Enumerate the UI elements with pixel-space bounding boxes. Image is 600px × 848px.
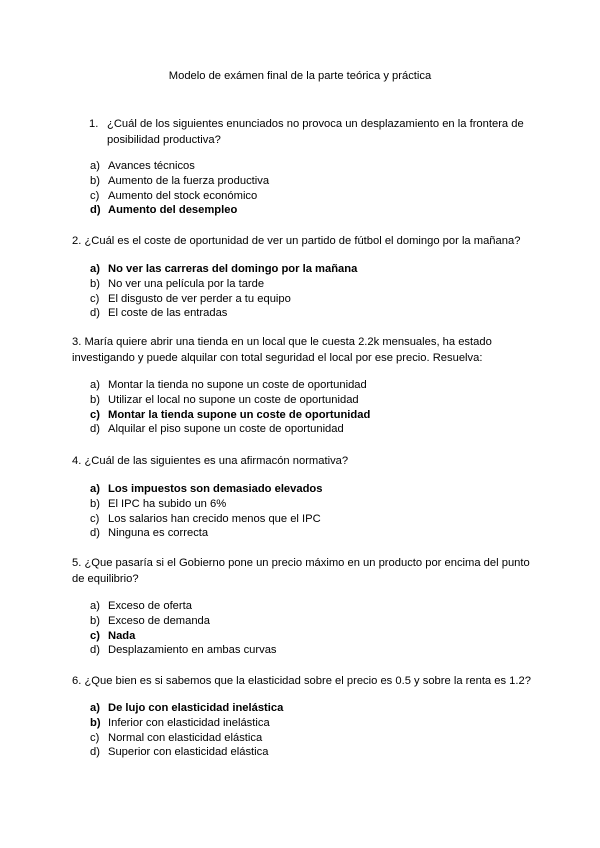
question-4-text: 4. ¿Cuál de las siguientes es una afirmacón normativa?: [72, 455, 349, 467]
option-text: Exceso de demanda: [108, 614, 210, 627]
option-text: De lujo con elasticidad inelástica: [108, 702, 284, 714]
option-text: No ver las carreras del domingo por la mañana: [108, 263, 358, 275]
option-letter: b): [90, 716, 101, 729]
question-3-options: [90, 378, 530, 437]
option-letter: b): [90, 277, 100, 290]
option-3b: [90, 393, 530, 408]
option-text: Montar la tienda supone un coste de oportunidad: [108, 408, 371, 421]
option-letter: d): [90, 204, 101, 217]
option-text: Aumento del desempleo: [108, 204, 238, 217]
option-letter: b): [90, 614, 100, 627]
question-1-options: [90, 159, 530, 218]
option-4b: [90, 497, 530, 512]
option-text: Aumento del stock económico: [108, 189, 258, 202]
option-letter: a): [90, 379, 100, 391]
option-text: Nada: [108, 629, 136, 642]
option-5b: [90, 614, 530, 629]
page-title: Modelo de exámen final de la parte teórica y práctica: [168, 70, 432, 82]
option-3d: [90, 422, 530, 437]
option-6c: [90, 731, 530, 746]
option-text: Desplazamiento en ambas curvas: [108, 644, 277, 657]
option-6a: [90, 701, 530, 716]
question-1-text: ¿Cuál de los siguientes enunciados no provoca un desplazamiento en la frontera de posibilidad productiva?: [107, 118, 524, 146]
option-6d: [90, 745, 530, 760]
option-1c: [90, 189, 530, 204]
option-2c: [90, 292, 530, 307]
option-6b: [90, 716, 530, 731]
option-text: No ver una película por la tarde: [108, 277, 265, 290]
option-5a: [90, 599, 530, 614]
option-text: Normal con elasticidad elástica: [108, 731, 263, 744]
question-1: [89, 116, 549, 148]
option-text: Utilizar el local no supone un coste de oportunidad: [108, 393, 359, 406]
option-text: Avances técnicos: [108, 160, 195, 172]
option-text: Inferior con elasticidad inelástica: [108, 716, 270, 729]
question-1-number: 1.: [89, 118, 99, 130]
option-5c: [90, 629, 530, 644]
option-2d: [90, 306, 530, 321]
option-1a: [90, 159, 530, 174]
option-4a: [90, 482, 530, 497]
option-text: Ninguna es correcta: [108, 527, 209, 540]
option-1d: [90, 203, 530, 218]
option-2a: [90, 262, 530, 277]
option-letter: c): [90, 731, 100, 744]
question-4-options: [90, 482, 530, 541]
option-letter: a): [90, 702, 100, 714]
option-text: El coste de las entradas: [108, 307, 228, 320]
option-text: El disgusto de ver perder a tu equipo: [108, 292, 291, 305]
option-letter: d): [90, 644, 100, 657]
option-letter: b): [90, 497, 100, 510]
question-2-text: 2. ¿Cuál es el coste de oportunidad de ver un partido de fútbol el domingo por la mañana?: [72, 235, 521, 247]
option-text: Superior con elasticidad elástica: [108, 746, 269, 759]
option-letter: d): [90, 527, 100, 540]
option-letter: b): [90, 174, 100, 187]
option-4d: [90, 526, 530, 541]
option-letter: a): [90, 483, 100, 495]
option-text: Los impuestos son demasiado elevados: [108, 483, 323, 495]
question-6-options: [90, 701, 530, 760]
option-1b: [90, 174, 530, 189]
option-text: Montar la tienda no supone un coste de oportunidad: [108, 379, 367, 391]
option-letter: c): [90, 512, 100, 525]
question-5-text: 5. ¿Que pasaría si el Gobierno pone un precio máximo en un producto por encima del punto de equilibrio?: [72, 557, 530, 585]
question-2-options: [90, 262, 530, 321]
option-letter: d): [90, 746, 100, 759]
option-letter: c): [90, 629, 100, 642]
option-letter: c): [90, 408, 100, 421]
option-letter: a): [90, 160, 100, 172]
question-5-options: [90, 599, 530, 658]
option-text: Alquilar el piso supone un coste de oportunidad: [108, 423, 344, 436]
option-4c: [90, 512, 530, 527]
option-text: Exceso de oferta: [108, 600, 192, 612]
option-letter: c): [90, 292, 100, 305]
question-6-text: 6. ¿Que bien es si sabemos que la elasticidad sobre el precio es 0.5 y sobre la renta es 1.2?: [72, 675, 531, 687]
option-letter: b): [90, 393, 100, 406]
option-letter: d): [90, 307, 100, 320]
option-letter: a): [90, 600, 100, 612]
option-letter: d): [90, 423, 100, 436]
question-3-text: 3. María quiere abrir una tienda en un local que le cuesta 2.2k mensuales, ha estado investigando y puede alquilar con total seguridad el local por ese precio. Resuelva:: [72, 336, 492, 364]
option-2b: [90, 277, 530, 292]
option-text: Aumento de la fuerza productiva: [108, 174, 270, 187]
option-letter: c): [90, 189, 100, 202]
option-text: Los salarios han crecido menos que el IPC: [108, 512, 321, 525]
option-letter: a): [90, 263, 100, 275]
option-text: El IPC ha subido un 6%: [108, 497, 227, 510]
option-3a: [90, 378, 530, 393]
option-3c: [90, 408, 530, 423]
option-5d: [90, 643, 530, 658]
